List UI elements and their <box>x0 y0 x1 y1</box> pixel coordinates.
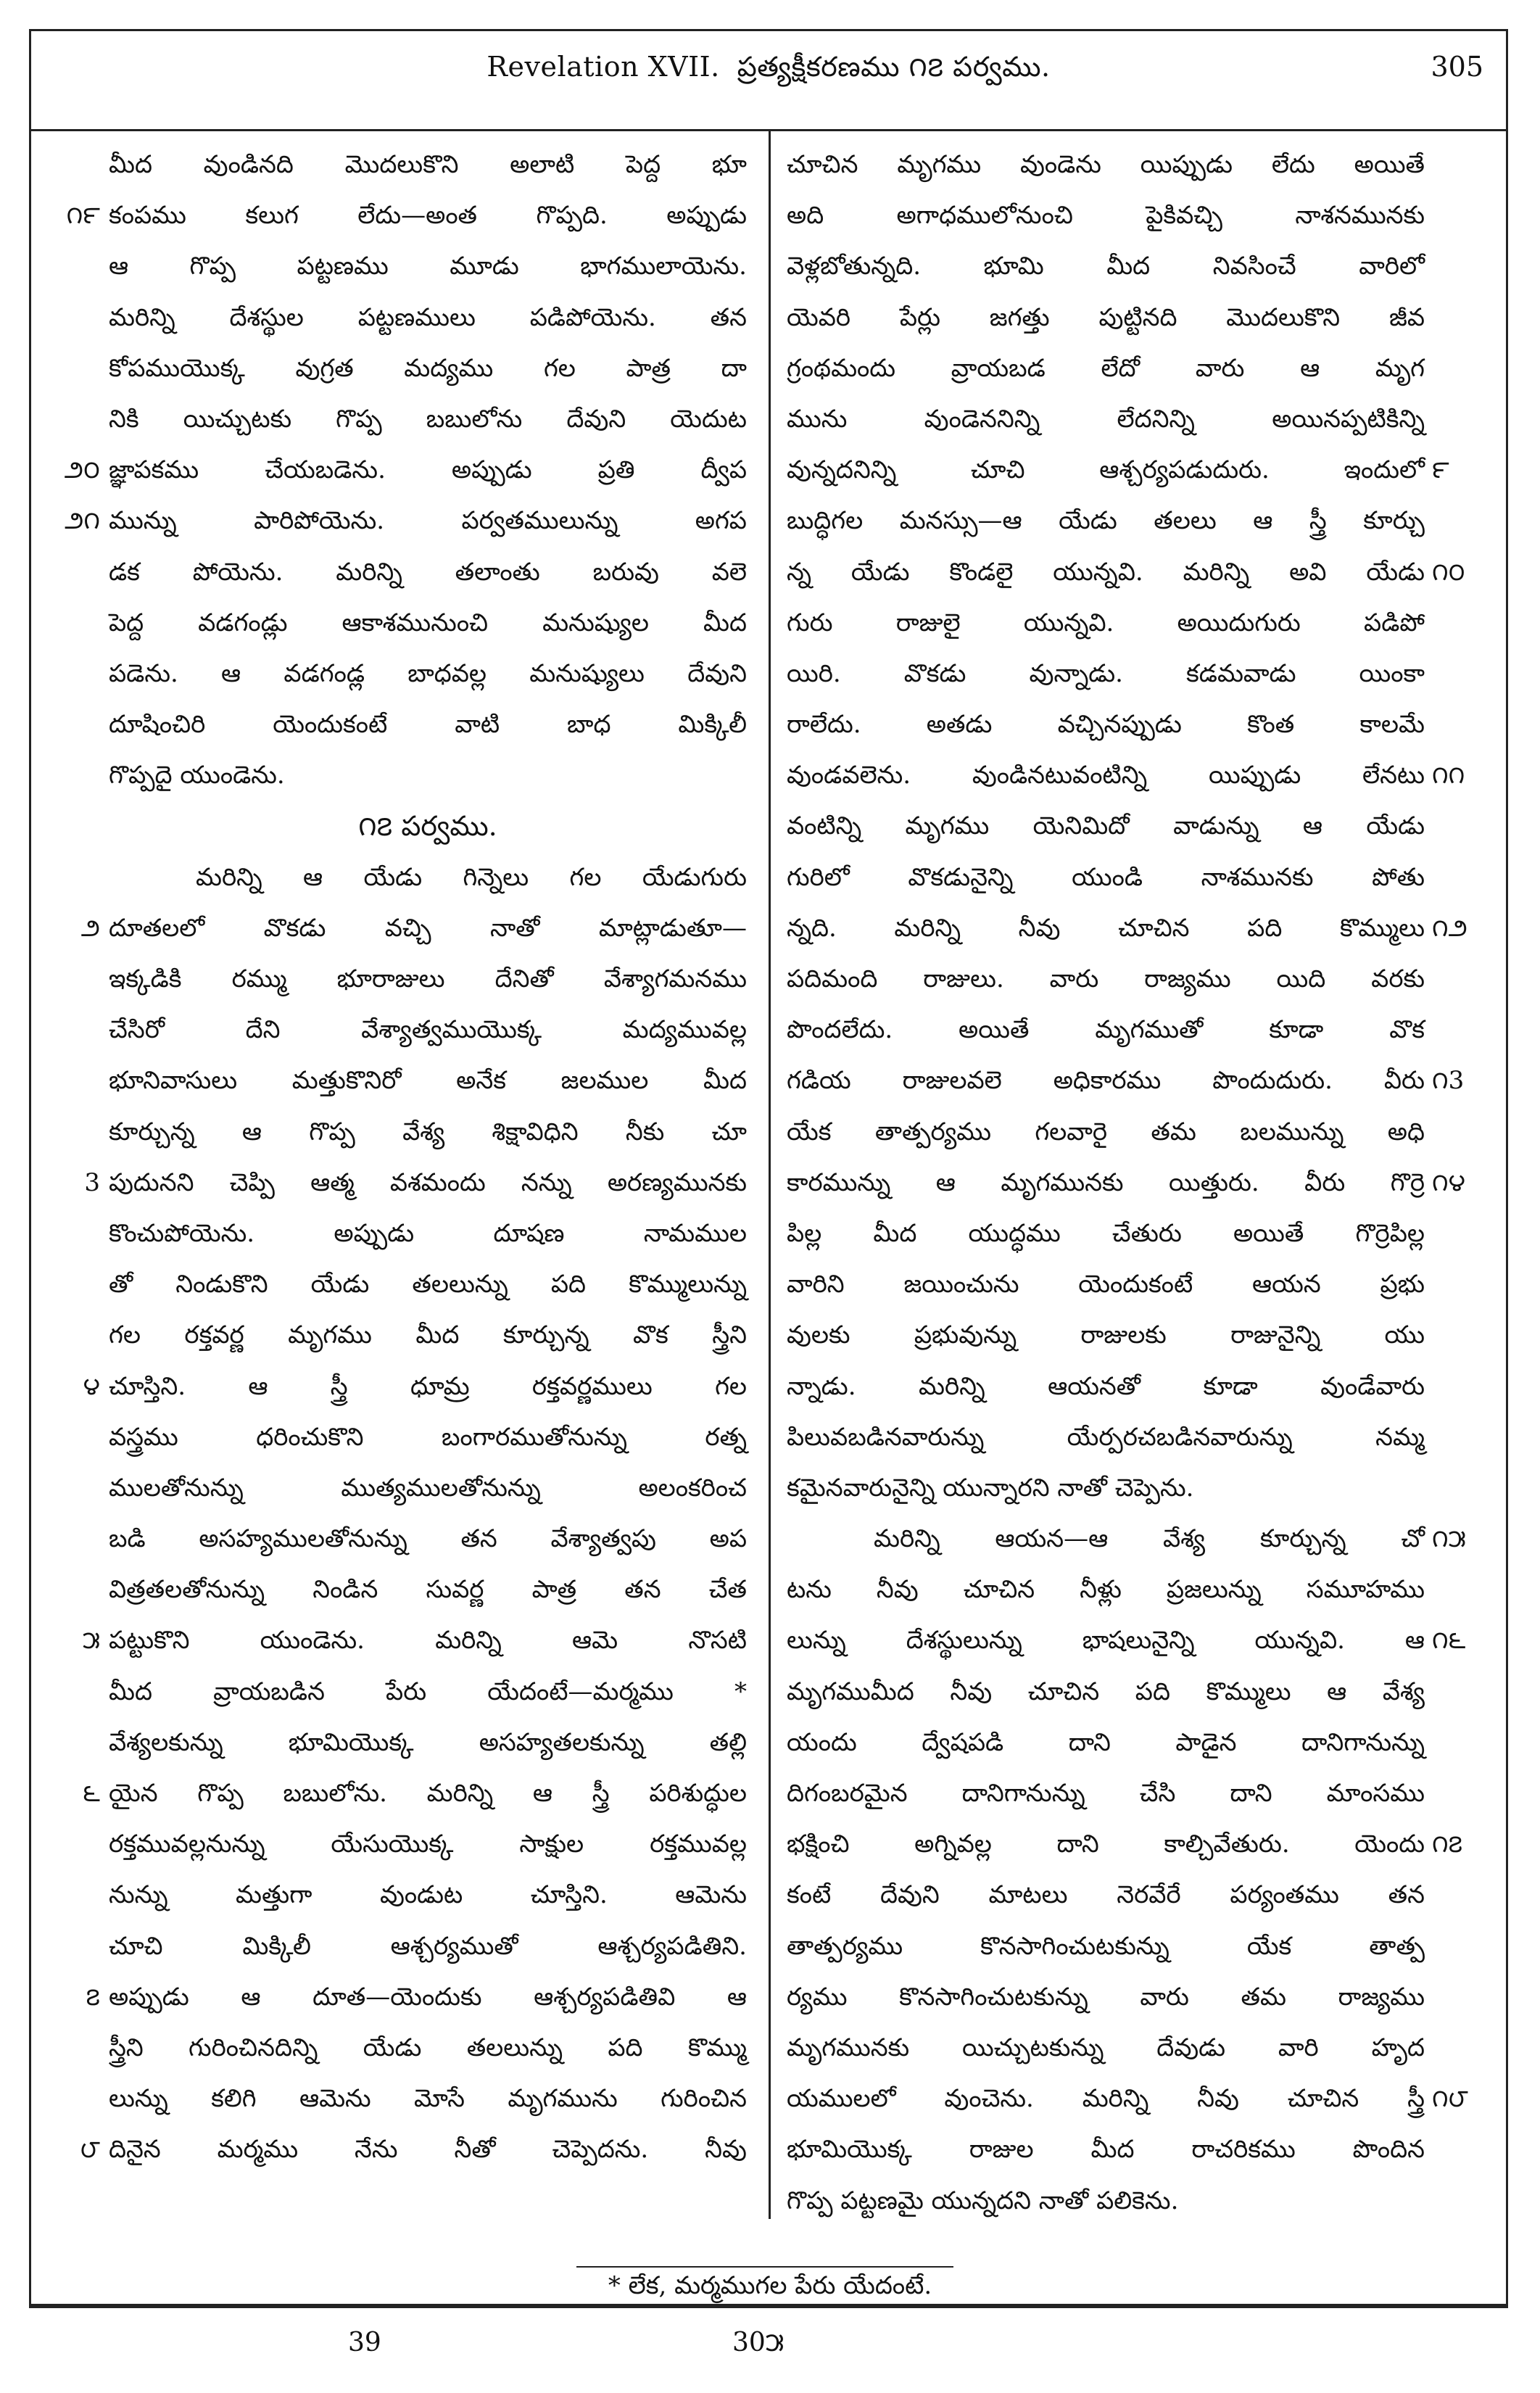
text-line <box>787 750 1465 801</box>
line-text: చూచి మిక్కిలీ ఆశ్చర్యముతో ఆశ్చర్యపడితిని. <box>109 1931 747 1961</box>
right-column <box>787 139 1468 2226</box>
line-text: మృగమునకు యిచ్చుటకున్ను దేవుడు వారి హృద <box>787 2033 1425 2062</box>
text-line <box>109 648 747 699</box>
text-line <box>787 801 1425 851</box>
text-line <box>109 1259 747 1310</box>
text-line <box>65 495 747 546</box>
text-line <box>787 1972 1425 2022</box>
line-text: కోపముయొక్క వుగ్రత మద్యము గల పాత్ర దా <box>109 353 747 383</box>
text-line <box>109 1513 747 1564</box>
line-text: న్నాడు. మరిన్ని ఆయనతో కూడా వుండేవారు <box>787 1371 1425 1401</box>
verse-number: ౧౭ <box>1432 1830 1463 1859</box>
text-line <box>787 1361 1425 1412</box>
line-text: ఇక్కడికి రమ్ము భూరాజులు దేనితో వేశ్యాగమనము <box>109 964 747 993</box>
line-text: చూచిన మృగము వుండెను యిప్పుడు లేదు అయితే <box>787 150 1425 179</box>
line-text: దూషించిరి యెందుకంటే వాటి బాధ మిక్కిలీ <box>109 710 747 740</box>
column-divider <box>769 129 771 2219</box>
line-text: న్న యేడు కొండలై యున్నవి. మరిన్ని అవి యేడు <box>787 557 1425 587</box>
verse-number: ౨ <box>80 913 100 943</box>
line-text: భక్షించి అగ్నివల్ల దాని కాల్చివేతురు. యెందు <box>787 1830 1425 1859</box>
line-text: టను నీవు చూచిన నీళ్లు ప్రజలున్ను సమూహము <box>787 1575 1425 1605</box>
text-line <box>787 903 1467 954</box>
line-text: దూతలలో వొకడు వచ్చి నాతో మాట్లాడుతూ— <box>109 913 747 943</box>
line-text: బడి అసహ్యములతోనున్ను తన వేశ్యాత్వపు అప <box>109 1524 747 1554</box>
line-text: యములలో వుంచెను. మరిన్ని నీవు చూచిన స్త్రీ <box>787 2084 1425 2114</box>
line-text: దిగంబరమైన దానిగానున్ను చేసి దాని మాంసము <box>787 1779 1425 1808</box>
sheet-number: 30౫ <box>732 2328 785 2357</box>
text-line <box>109 2073 747 2124</box>
line-text: ౧౭ పర్వము. <box>358 810 497 843</box>
line-text: మరిన్ని ఆయన—ఆ వేశ్య కూర్చున్న చో <box>874 1524 1425 1554</box>
text-line <box>787 1107 1425 1157</box>
text-line <box>787 394 1425 445</box>
text-line <box>109 1819 747 1869</box>
line-text: జ్ఞాపకము చేయబడెను. అప్పుడు ప్రతి ద్వీప <box>109 455 747 485</box>
left-column <box>64 139 747 2175</box>
text-line <box>82 1615 747 1666</box>
line-text: తాత్పర్యము కొనసాగించుటకున్ను యేక తాత్ప <box>787 1931 1425 1961</box>
line-text: గడియ రాజులవలె అధికారము పొందుదురు. వీరు <box>787 1066 1425 1096</box>
line-text: పట్టుకొని యుండెను. మరిన్ని ఆమె నొసటి <box>109 1626 747 1656</box>
text-line <box>109 852 747 903</box>
text-line <box>787 1208 1425 1259</box>
line-text: మరిన్ని ఆ యేడు గిన్నెలు గల యేడుగురు <box>196 862 747 892</box>
line-text: మృగముమీద నీవు చూచిన పది కొమ్ములు ఆ వేశ్య <box>787 1677 1425 1706</box>
text-line <box>86 1972 747 2022</box>
running-title <box>29 51 1508 90</box>
verse-number: ౧౯ <box>66 201 100 231</box>
line-text: బుద్ధిగల మనస్సు—ఆ యేడు తలలు ఆ స్త్రీ కూర్చు <box>787 506 1425 536</box>
line-text: మీద వుండినది మొదలుకొని అలాటి పెద్ద భూ <box>109 150 747 179</box>
chapter-heading <box>109 801 747 851</box>
verse-number: ౭ <box>86 1982 100 2012</box>
line-text: తో నిండుకొని యేడు తలలున్ను పది కొమ్ములున్ను <box>109 1270 747 1299</box>
text-line <box>787 190 1425 241</box>
text-line <box>787 1513 1466 1564</box>
text-line <box>787 648 1425 699</box>
verse-number: ౧౦ <box>1432 557 1465 587</box>
line-text: స్త్రీని గురించినదిన్ని యేడు తలలున్ను పది కొమ్ము <box>109 2033 747 2062</box>
text-line <box>84 1157 747 1208</box>
text-line <box>787 1869 1425 1920</box>
page-number: 305 <box>1431 51 1483 83</box>
line-text: పిల్ల మీద యుద్ధము చేతురు అయితే గొర్రెపిల్ల <box>787 1218 1425 1248</box>
line-text: విత్రతలతోనున్ను నిండిన సువర్ణ పాత్ర తన చేత <box>109 1575 747 1605</box>
line-text: ర్యము కొనసాగించుటకున్ను వారు తమ రాజ్యము <box>787 1982 1425 2012</box>
line-text: కారమున్ను ఆ మృగమునకు యిత్తురు. వీరు గొర్రె <box>787 1167 1425 1197</box>
text-line <box>109 954 747 1004</box>
text-line <box>80 2124 747 2175</box>
line-text: లున్ను దేశస్థులున్ను భాషలునైన్ని యున్నవి. ఆ <box>787 1626 1425 1656</box>
text-line <box>109 1208 747 1259</box>
line-text: రాలేదు. అతడు వచ్చినప్పుడు కొంత కాలమే <box>787 710 1425 740</box>
verse-number: ౧౫ <box>1432 1524 1466 1554</box>
verse-number: ౮ <box>80 2135 100 2165</box>
text-line <box>109 1869 747 1920</box>
text-line <box>787 2124 1425 2175</box>
line-text: అప్పుడు ఆ దూత—యెందుకు ఆశ్చర్యపడితివి ఆ <box>109 1982 747 2012</box>
running-title-english: Revelation XVII. <box>487 51 720 83</box>
text-line <box>787 292 1425 343</box>
line-text: న్నది. మరిన్ని నీవు చూచిన పది కొమ్ములు <box>787 913 1425 943</box>
line-text: యందు ద్వేషపడి దాని పాడైన దానిగానున్ను <box>787 1727 1425 1757</box>
text-line <box>109 1666 747 1717</box>
line-text: భూమియొక్క రాజుల మీద రాచరికము పొందిన <box>787 2135 1425 2165</box>
bottom-rule <box>29 2306 1508 2308</box>
line-text: చూస్తిని. ఆ స్త్రీ ధూమ్ర రక్తవర్ణములు గల <box>109 1371 747 1401</box>
line-text: దినైన మర్మము నేను నీతో చెప్పెదను. నీవు <box>109 2135 747 2165</box>
verse-number: ౫ <box>82 1626 100 1656</box>
verse-number: ౪ <box>83 1371 100 1401</box>
line-text: ఆ గొప్ప పట్టణము మూడు భాగములాయెను. <box>109 252 747 281</box>
text-line <box>787 1564 1425 1615</box>
text-line <box>109 1412 747 1463</box>
verse-number: ౧౪ <box>1432 1167 1465 1197</box>
text-line <box>787 2022 1425 2073</box>
line-text: గొప్పదై యుండెను. <box>109 761 285 790</box>
line-text: యేక తాత్పర్యము గలవారై తమ బలమున్ను అధి <box>787 1117 1425 1146</box>
text-line <box>109 343 747 394</box>
line-text: కంపము కలుగ లేదు—అంత గొప్పది. అప్పుడు <box>109 201 747 231</box>
text-line <box>787 2073 1468 2124</box>
text-line <box>64 445 747 495</box>
text-line <box>109 1004 747 1055</box>
text-line <box>109 1921 747 1972</box>
text-line <box>787 598 1425 648</box>
verse-number: ౯ <box>1432 455 1449 485</box>
line-text: యిరి. వొకడు వున్నాడు. కడమవాడు యింకా <box>787 658 1425 688</box>
verse-number: ౬ <box>83 1779 100 1808</box>
text-line <box>787 1717 1425 1768</box>
text-line <box>787 1768 1425 1819</box>
line-text: వారిని జయించును యెందుకంటే ఆయన ప్రభు <box>787 1270 1425 1299</box>
line-text: యెవరి పేర్లు జగత్తు పుట్టినది మొదలుకొని జీవ <box>787 302 1425 332</box>
line-text: వున్నదనిన్ని చూచి ఆశ్చర్యపడుదురు. ఇందులో <box>787 455 1425 485</box>
text-line <box>80 903 747 954</box>
verse-number: ౧౬ <box>1432 1626 1466 1656</box>
line-text: అది అగాధములోనుంచి పైకివచ్చి నాశనమునకు <box>787 201 1425 231</box>
line-text: రక్తమువల్లనున్ను యేసుయొక్క సాక్షుల రక్తమువల్ల <box>109 1830 747 1859</box>
line-text: గురిలో వొకడునైన్ని యుండి నాశమునకు పోతు <box>787 862 1425 892</box>
verse-number: ౧3 <box>1432 1066 1465 1096</box>
line-text: వేశ్యలకున్ను భూమియొక్క అసహ్యతలకున్ను తల్లి <box>109 1727 747 1757</box>
text-line <box>787 1157 1465 1208</box>
text-line <box>787 241 1425 292</box>
line-text: ములతోనున్ను ముత్యములతోనున్ను అలంకరించ <box>109 1473 747 1503</box>
line-text: మును వుండెననిన్ని లేదనిన్ని అయినప్పటికిన్ని <box>787 404 1425 434</box>
line-text: పదిమంది రాజులు. వారు రాజ్యము యిది వరకు <box>787 964 1425 993</box>
text-line <box>109 598 747 648</box>
text-line <box>787 1819 1463 1869</box>
line-text: కంటే దేవుని మాటలు నెరవేరే పర్యంతము తన <box>787 1880 1425 1910</box>
line-text: మరిన్ని దేశస్థుల పట్టణములు పడిపోయెను. తన <box>109 302 747 332</box>
line-text: నికి యిచ్చుటకు గొప్ప బబులోను దేవుని యెదుట <box>109 404 747 434</box>
text-line <box>787 1921 1425 1972</box>
text-line <box>83 1768 747 1819</box>
text-line <box>787 1615 1466 1666</box>
line-text: వుండవలెను. వుండినటువంటిన్ని యిప్పుడు లేనటు <box>787 761 1425 790</box>
text-line <box>787 1259 1425 1310</box>
line-text: గురు రాజులై యున్నవి. అయిదుగురు పడిపో <box>787 608 1425 637</box>
line-text: కొంచుపోయెను. అప్పుడు దూషణ నామముల <box>109 1218 747 1248</box>
line-text: వులకు ప్రభువున్ను రాజులకు రాజునైన్ని యు <box>787 1321 1425 1350</box>
text-line <box>787 699 1425 750</box>
text-line <box>787 139 1425 190</box>
text-line <box>787 547 1465 598</box>
text-line <box>109 547 747 598</box>
line-text: పుదునని చెప్పి ఆత్మ వశమందు నన్ను అరణ్యమునకు <box>109 1167 747 1197</box>
text-line <box>109 394 747 445</box>
text-line <box>109 292 747 343</box>
text-line <box>109 2022 747 2073</box>
verse-number: ౧౨ <box>1432 913 1467 943</box>
text-line <box>787 1666 1425 1717</box>
line-text: వంటిన్ని మృగము యెనిమిదో వాడున్ను ఆ యేడు <box>787 811 1425 841</box>
verse-number: ౧౧ <box>1432 761 1465 790</box>
line-text: పడెను. ఆ వడగండ్ల బాధవల్ల మనుష్యులు దేవుని <box>109 658 747 688</box>
running-title-telugu: ప్రత్యక్షీకరణము ౧౭ పర్వము. <box>737 51 1051 83</box>
footnote: * లేక, మర్మముగల పేరు యేదంటే. <box>608 2271 932 2300</box>
line-text: మున్ను పారిపోయెను. పర్వతములున్ను అగప <box>109 506 747 536</box>
line-text: డక పోయెను. మరిన్ని తలాంతు బరువు వలె <box>109 557 747 587</box>
verse-number: ౨౧ <box>65 506 100 536</box>
text-line <box>109 139 747 190</box>
text-line <box>109 1717 747 1768</box>
line-text: కూర్చున్న ఆ గొప్ప వేశ్య శిక్షావిధిని నీకు చూ <box>109 1117 747 1146</box>
line-text: వస్త్రము ధరించుకొని బంగారముతోనున్ను రత్న <box>109 1422 747 1452</box>
text-line <box>787 1004 1425 1055</box>
running-header <box>29 29 1508 129</box>
text-line <box>787 2175 1425 2226</box>
line-text: పెద్ద వడగండ్లు ఆకాశమునుంచి మనుష్యుల మీద <box>109 608 747 637</box>
text-line <box>787 343 1425 394</box>
text-line <box>787 445 1449 495</box>
text-line <box>109 1310 747 1360</box>
text-line <box>66 190 747 241</box>
text-line <box>787 1412 1425 1463</box>
text-line <box>787 1463 1425 1513</box>
line-text: లున్ను కలిగి ఆమెను మోసే మృగమును గురించిన <box>109 2084 747 2114</box>
line-text: భూనివాసులు మత్తుకొనిరో అనేక జలముల మీద <box>109 1066 747 1096</box>
line-text: చేసిరో దేని వేశ్యాత్వముయొక్క మద్యమువల్ల <box>109 1015 747 1045</box>
line-text: వెళ్లబోతున్నది. భూమి మీద నివసించే వారిలో <box>787 252 1425 281</box>
line-text: పిలువబడినవారున్ను యేర్పరచబడినవారున్ను నమ్మ <box>787 1422 1425 1452</box>
verse-number: 3 <box>84 1167 100 1197</box>
text-line <box>109 1055 747 1106</box>
line-text: కమైనవారునైన్ని యున్నారని నాతో చెప్పెను. <box>787 1473 1194 1503</box>
line-text: మీద వ్రాయబడిన పేరు యేదంటే—మర్మము * <box>109 1677 747 1706</box>
footnote-rule <box>576 2266 953 2268</box>
text-line <box>787 1310 1425 1360</box>
line-text: నున్ను మత్తుగా వుండుట చూస్తిని. ఆమెను <box>109 1880 747 1910</box>
text-line <box>109 241 747 292</box>
text-line <box>109 1564 747 1615</box>
text-line <box>83 1361 747 1412</box>
text-line <box>109 1463 747 1513</box>
text-line <box>109 1107 747 1157</box>
text-line <box>109 699 747 750</box>
line-text: యైన గొప్ప బబులోను. మరిన్ని ఆ స్త్రీ పరిశుద్ధుల <box>109 1779 747 1808</box>
text-line <box>787 954 1425 1004</box>
text-line <box>787 1055 1465 1106</box>
line-text: గ్రంథమందు వ్రాయబడ లేదో వారు ఆ మృగ <box>787 353 1425 383</box>
verse-number: ౨౦ <box>64 455 100 485</box>
text-line <box>787 852 1425 903</box>
verse-number: ౧౮ <box>1432 2084 1468 2114</box>
signature-mark: 39 <box>348 2328 381 2357</box>
text-line <box>787 495 1425 546</box>
line-text: గల రక్తవర్ణ మృగము మీద కూర్చున్న వొక స్త్రీని <box>109 1321 747 1350</box>
text-line <box>109 750 747 801</box>
line-text: పొందలేదు. అయితే మృగముతో కూడా వొక <box>787 1015 1425 1045</box>
line-text: గొప్ప పట్టణమై యున్నదని నాతో పలికెను. <box>787 2186 1179 2215</box>
